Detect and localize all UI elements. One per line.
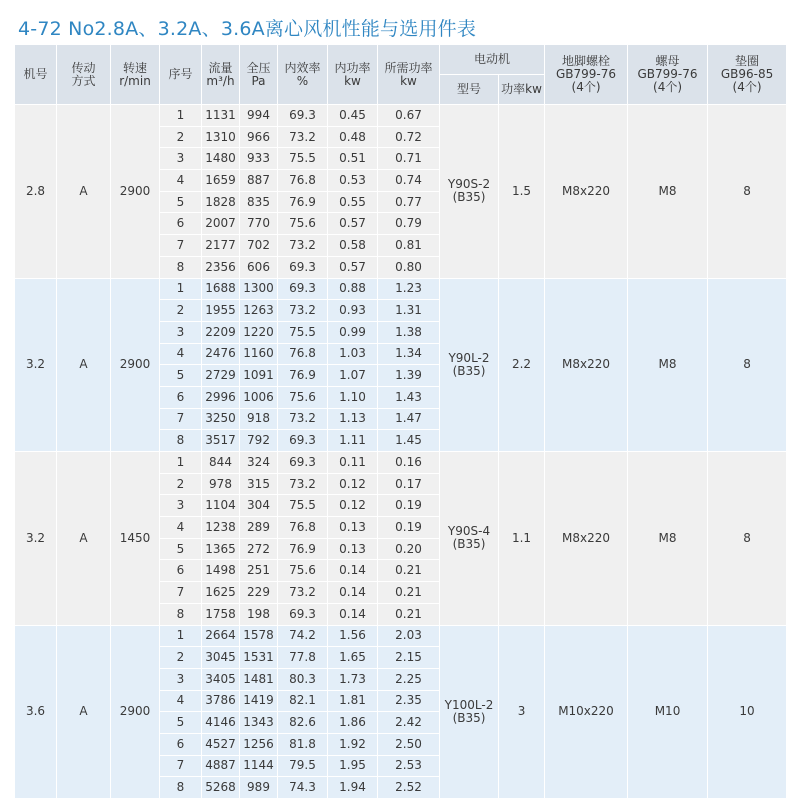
- cell-flow: 5268: [202, 777, 240, 799]
- cell-pressure: 770: [240, 213, 278, 235]
- cell-motor-model: [440, 105, 499, 279]
- page-title: 4-72 No2.8A、3.2A、3.6A离心风机性能与选用件表: [18, 18, 477, 40]
- cell-speed: 2900: [111, 278, 160, 452]
- cell-pressure: 1531: [240, 647, 278, 669]
- cell-washer: 8: [708, 278, 787, 452]
- cell-model-no: 2.8: [15, 105, 57, 279]
- cell-flow: 844: [202, 452, 240, 474]
- cell-motor-power: 3: [499, 625, 545, 799]
- cell-seq: 8: [160, 430, 202, 452]
- cell-efficiency: 73.2: [278, 473, 328, 495]
- cell-internal-power: 0.14: [328, 582, 378, 604]
- cell-required-power: 0.80: [378, 256, 440, 278]
- cell-model-no: 3.2: [15, 452, 57, 626]
- cell-internal-power: 1.86: [328, 712, 378, 734]
- cell-required-power: 0.16: [378, 452, 440, 474]
- cell-seq: 4: [160, 517, 202, 539]
- cell-internal-power: 0.11: [328, 452, 378, 474]
- cell-internal-power: 1.92: [328, 733, 378, 755]
- cell-flow: 1310: [202, 126, 240, 148]
- motor-mount-text: (B35): [452, 537, 486, 552]
- cell-efficiency: 77.8: [278, 647, 328, 669]
- cell-required-power: 2.53: [378, 755, 440, 777]
- cell-efficiency: 80.3: [278, 668, 328, 690]
- cell-seq: 8: [160, 603, 202, 625]
- cell-pressure: 1006: [240, 386, 278, 408]
- cell-required-power: 1.39: [378, 365, 440, 387]
- header-anchor-bolt: 地脚螺栓 GB799-76 (4个): [545, 45, 628, 105]
- cell-pressure: 315: [240, 473, 278, 495]
- cell-flow: 978: [202, 473, 240, 495]
- cell-pressure: 229: [240, 582, 278, 604]
- cell-flow: 3405: [202, 668, 240, 690]
- header-flow: 流量 m³/h: [202, 45, 240, 105]
- cell-seq: 2: [160, 647, 202, 669]
- cell-efficiency: 69.3: [278, 603, 328, 625]
- header-drive: 传动 方式: [57, 45, 111, 105]
- header-speed: 转速 r/min: [111, 45, 160, 105]
- cell-internal-power: 1.73: [328, 668, 378, 690]
- cell-flow: 3517: [202, 430, 240, 452]
- cell-efficiency: 81.8: [278, 733, 328, 755]
- cell-efficiency: 69.3: [278, 256, 328, 278]
- cell-flow: 2729: [202, 365, 240, 387]
- cell-required-power: 1.31: [378, 300, 440, 322]
- cell-required-power: 2.52: [378, 777, 440, 799]
- cell-internal-power: 0.12: [328, 473, 378, 495]
- cell-nut: M8: [628, 452, 708, 626]
- cell-required-power: 0.20: [378, 538, 440, 560]
- cell-flow: 3250: [202, 408, 240, 430]
- cell-internal-power: 0.14: [328, 560, 378, 582]
- cell-pressure: 1578: [240, 625, 278, 647]
- cell-required-power: 0.81: [378, 235, 440, 257]
- cell-seq: 1: [160, 278, 202, 300]
- cell-required-power: 0.19: [378, 517, 440, 539]
- cell-required-power: 0.77: [378, 191, 440, 213]
- cell-efficiency: 76.8: [278, 517, 328, 539]
- cell-internal-power: 0.13: [328, 517, 378, 539]
- cell-pressure: 1263: [240, 300, 278, 322]
- cell-flow: 1659: [202, 170, 240, 192]
- cell-internal-power: 0.93: [328, 300, 378, 322]
- cell-flow: 1104: [202, 495, 240, 517]
- cell-efficiency: 73.2: [278, 235, 328, 257]
- header-motor-model: 型号: [440, 75, 499, 105]
- cell-internal-power: 1.10: [328, 386, 378, 408]
- cell-flow: 4146: [202, 712, 240, 734]
- cell-nut: M10: [628, 625, 708, 799]
- cell-efficiency: 69.3: [278, 430, 328, 452]
- cell-internal-power: 1.07: [328, 365, 378, 387]
- motor-model-text: Y90S-4: [447, 524, 491, 539]
- cell-motor-power: 2.2: [499, 278, 545, 452]
- cell-seq: 6: [160, 386, 202, 408]
- cell-required-power: 1.23: [378, 278, 440, 300]
- cell-pressure: 606: [240, 256, 278, 278]
- cell-flow: 1758: [202, 603, 240, 625]
- motor-mount-text: (B35): [452, 710, 486, 725]
- cell-motor-power: 1.5: [499, 105, 545, 279]
- cell-seq: 4: [160, 690, 202, 712]
- cell-internal-power: 0.53: [328, 170, 378, 192]
- cell-flow: 1365: [202, 538, 240, 560]
- cell-seq: 3: [160, 148, 202, 170]
- cell-internal-power: 1.03: [328, 343, 378, 365]
- cell-washer: 8: [708, 105, 787, 279]
- cell-required-power: 2.03: [378, 625, 440, 647]
- cell-flow: 1828: [202, 191, 240, 213]
- cell-flow: 4887: [202, 755, 240, 777]
- cell-internal-power: 1.95: [328, 755, 378, 777]
- table-body: [15, 105, 787, 799]
- cell-speed: 2900: [111, 105, 160, 279]
- header-efficiency: 内效率 %: [278, 45, 328, 105]
- cell-internal-power: 0.57: [328, 256, 378, 278]
- cell-efficiency: 73.2: [278, 126, 328, 148]
- cell-required-power: 0.67: [378, 105, 440, 127]
- header-motor-power: 功率kw: [499, 75, 545, 105]
- cell-efficiency: 75.6: [278, 386, 328, 408]
- motor-mount-text: (B35): [452, 190, 486, 205]
- cell-seq: 3: [160, 495, 202, 517]
- cell-pressure: 1091: [240, 365, 278, 387]
- cell-pressure: 1144: [240, 755, 278, 777]
- cell-drive: A: [57, 452, 111, 626]
- cell-efficiency: 69.3: [278, 278, 328, 300]
- cell-efficiency: 75.6: [278, 560, 328, 582]
- header-seq: 序号: [160, 45, 202, 105]
- cell-seq: 6: [160, 560, 202, 582]
- cell-flow: 2209: [202, 321, 240, 343]
- cell-internal-power: 0.51: [328, 148, 378, 170]
- cell-flow: 2476: [202, 343, 240, 365]
- cell-flow: 1131: [202, 105, 240, 127]
- cell-seq: 6: [160, 213, 202, 235]
- cell-efficiency: 76.8: [278, 343, 328, 365]
- cell-seq: 5: [160, 538, 202, 560]
- cell-pressure: 1481: [240, 668, 278, 690]
- motor-mount-text: (B35): [452, 363, 486, 378]
- cell-internal-power: 0.88: [328, 278, 378, 300]
- cell-flow: 2664: [202, 625, 240, 647]
- cell-seq: 6: [160, 733, 202, 755]
- header-motor: 电动机: [440, 45, 545, 75]
- cell-required-power: 2.35: [378, 690, 440, 712]
- cell-required-power: 2.50: [378, 733, 440, 755]
- table-row: [15, 105, 787, 127]
- cell-efficiency: 79.5: [278, 755, 328, 777]
- cell-pressure: 1419: [240, 690, 278, 712]
- cell-internal-power: 0.12: [328, 495, 378, 517]
- cell-internal-power: 1.81: [328, 690, 378, 712]
- cell-flow: 2996: [202, 386, 240, 408]
- cell-seq: 7: [160, 235, 202, 257]
- cell-seq: 4: [160, 343, 202, 365]
- cell-anchor-bolt: M10x220: [545, 625, 628, 799]
- cell-efficiency: 76.9: [278, 365, 328, 387]
- cell-seq: 7: [160, 582, 202, 604]
- cell-seq: 5: [160, 365, 202, 387]
- cell-efficiency: 73.2: [278, 300, 328, 322]
- cell-anchor-bolt: M8x220: [545, 278, 628, 452]
- cell-internal-power: 1.13: [328, 408, 378, 430]
- cell-required-power: 0.21: [378, 603, 440, 625]
- cell-seq: 3: [160, 668, 202, 690]
- cell-pressure: 289: [240, 517, 278, 539]
- cell-seq: 8: [160, 256, 202, 278]
- cell-seq: 8: [160, 777, 202, 799]
- cell-flow: 1688: [202, 278, 240, 300]
- cell-required-power: 0.74: [378, 170, 440, 192]
- cell-nut: M8: [628, 105, 708, 279]
- header-washer: 垫圈 GB96-85 (4个): [708, 45, 787, 105]
- cell-efficiency: 74.2: [278, 625, 328, 647]
- cell-required-power: 0.21: [378, 560, 440, 582]
- cell-efficiency: 76.9: [278, 191, 328, 213]
- cell-required-power: 0.17: [378, 473, 440, 495]
- cell-pressure: 1256: [240, 733, 278, 755]
- cell-motor-model: [440, 278, 499, 452]
- fan-performance-table: [14, 44, 787, 799]
- cell-pressure: 1300: [240, 278, 278, 300]
- cell-efficiency: 75.5: [278, 321, 328, 343]
- cell-efficiency: 73.2: [278, 582, 328, 604]
- cell-efficiency: 82.6: [278, 712, 328, 734]
- cell-seq: 2: [160, 473, 202, 495]
- cell-seq: 1: [160, 452, 202, 474]
- cell-required-power: 0.19: [378, 495, 440, 517]
- cell-pressure: 887: [240, 170, 278, 192]
- cell-model-no: 3.2: [15, 278, 57, 452]
- cell-internal-power: 0.48: [328, 126, 378, 148]
- cell-motor-model: [440, 452, 499, 626]
- cell-pressure: 835: [240, 191, 278, 213]
- cell-seq: 7: [160, 408, 202, 430]
- cell-seq: 5: [160, 191, 202, 213]
- cell-internal-power: 1.11: [328, 430, 378, 452]
- header-internal-power: 内功率 kw: [328, 45, 378, 105]
- cell-pressure: 933: [240, 148, 278, 170]
- cell-internal-power: 0.58: [328, 235, 378, 257]
- cell-pressure: 272: [240, 538, 278, 560]
- cell-required-power: 1.34: [378, 343, 440, 365]
- cell-washer: 8: [708, 452, 787, 626]
- header-pressure: 全压 Pa: [240, 45, 278, 105]
- cell-efficiency: 76.8: [278, 170, 328, 192]
- header-required-power: 所需功率 kw: [378, 45, 440, 105]
- cell-flow: 2007: [202, 213, 240, 235]
- cell-motor-power: 1.1: [499, 452, 545, 626]
- cell-efficiency: 82.1: [278, 690, 328, 712]
- cell-nut: M8: [628, 278, 708, 452]
- cell-internal-power: 1.56: [328, 625, 378, 647]
- cell-flow: 4527: [202, 733, 240, 755]
- cell-pressure: 198: [240, 603, 278, 625]
- cell-drive: A: [57, 625, 111, 799]
- cell-required-power: 2.25: [378, 668, 440, 690]
- cell-efficiency: 75.6: [278, 213, 328, 235]
- motor-model-text: Y90S-2: [447, 177, 491, 192]
- cell-anchor-bolt: M8x220: [545, 105, 628, 279]
- cell-required-power: 0.72: [378, 126, 440, 148]
- table-row: [15, 278, 787, 300]
- cell-flow: 3786: [202, 690, 240, 712]
- cell-internal-power: 0.45: [328, 105, 378, 127]
- cell-flow: 1955: [202, 300, 240, 322]
- motor-model-text: Y90L-2: [448, 350, 490, 365]
- cell-efficiency: 73.2: [278, 408, 328, 430]
- cell-required-power: 1.38: [378, 321, 440, 343]
- cell-flow: 2356: [202, 256, 240, 278]
- cell-pressure: 324: [240, 452, 278, 474]
- cell-flow: 1498: [202, 560, 240, 582]
- cell-internal-power: 0.13: [328, 538, 378, 560]
- cell-efficiency: 76.9: [278, 538, 328, 560]
- cell-flow: 3045: [202, 647, 240, 669]
- header-nut: 螺母 GB799-76 (4个): [628, 45, 708, 105]
- cell-internal-power: 1.94: [328, 777, 378, 799]
- cell-speed: 2900: [111, 625, 160, 799]
- cell-seq: 4: [160, 170, 202, 192]
- cell-pressure: 989: [240, 777, 278, 799]
- cell-seq: 2: [160, 300, 202, 322]
- cell-model-no: 3.6: [15, 625, 57, 799]
- cell-seq: 1: [160, 625, 202, 647]
- cell-flow: 2177: [202, 235, 240, 257]
- cell-efficiency: 69.3: [278, 452, 328, 474]
- cell-flow: 1625: [202, 582, 240, 604]
- cell-required-power: 1.45: [378, 430, 440, 452]
- cell-internal-power: 1.65: [328, 647, 378, 669]
- cell-motor-model: [440, 625, 499, 799]
- cell-flow: 1480: [202, 148, 240, 170]
- cell-drive: A: [57, 105, 111, 279]
- cell-seq: 7: [160, 755, 202, 777]
- header-model-no: 机号: [15, 45, 57, 105]
- cell-pressure: 1343: [240, 712, 278, 734]
- cell-internal-power: 0.57: [328, 213, 378, 235]
- cell-flow: 1238: [202, 517, 240, 539]
- cell-seq: 2: [160, 126, 202, 148]
- cell-required-power: 0.21: [378, 582, 440, 604]
- cell-internal-power: 0.99: [328, 321, 378, 343]
- cell-efficiency: 74.3: [278, 777, 328, 799]
- table-row: [15, 625, 787, 647]
- cell-internal-power: 0.55: [328, 191, 378, 213]
- cell-seq: 3: [160, 321, 202, 343]
- motor-model-text: Y100L-2: [444, 697, 494, 712]
- cell-required-power: 0.79: [378, 213, 440, 235]
- cell-pressure: 792: [240, 430, 278, 452]
- cell-required-power: 2.15: [378, 647, 440, 669]
- cell-efficiency: 69.3: [278, 105, 328, 127]
- cell-washer: 10: [708, 625, 787, 799]
- cell-drive: A: [57, 278, 111, 452]
- cell-required-power: 1.47: [378, 408, 440, 430]
- cell-pressure: 1160: [240, 343, 278, 365]
- cell-required-power: 1.43: [378, 386, 440, 408]
- cell-pressure: 251: [240, 560, 278, 582]
- cell-pressure: 994: [240, 105, 278, 127]
- cell-pressure: 702: [240, 235, 278, 257]
- cell-pressure: 966: [240, 126, 278, 148]
- cell-seq: 1: [160, 105, 202, 127]
- cell-anchor-bolt: M8x220: [545, 452, 628, 626]
- cell-required-power: 0.71: [378, 148, 440, 170]
- cell-efficiency: 75.5: [278, 495, 328, 517]
- cell-required-power: 2.42: [378, 712, 440, 734]
- cell-pressure: 918: [240, 408, 278, 430]
- cell-internal-power: 0.14: [328, 603, 378, 625]
- cell-seq: 5: [160, 712, 202, 734]
- cell-pressure: 1220: [240, 321, 278, 343]
- cell-pressure: 304: [240, 495, 278, 517]
- cell-efficiency: 75.5: [278, 148, 328, 170]
- table-row: [15, 452, 787, 474]
- cell-speed: 1450: [111, 452, 160, 626]
